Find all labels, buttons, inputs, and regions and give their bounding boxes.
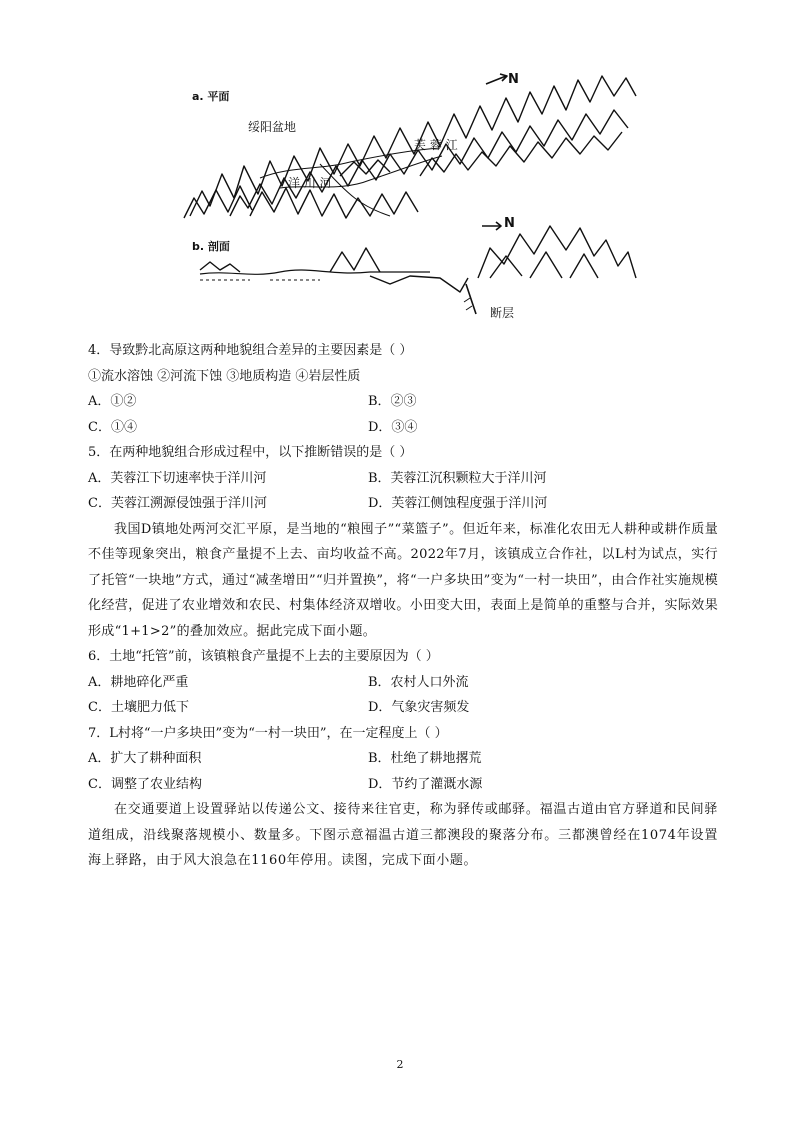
q5-options-row2 — [88, 491, 718, 517]
q6-stem: 6．土地“托管”前，该镇粮食产量提不上去的主要原因为（ ） — [88, 649, 439, 664]
passage-d-town: 我国D镇地处两河交汇平原，是当地的“粮囤子”“菜篮子”。但近年来，标准化农田无人耕种或耕作质量不佳等现象突出，粮食产量提不上去、亩均收益不高。2022年7月，该镇成立合作社，以L村为试点，实行了托管“一块地”方式，通过“减垄增田”“归并置换”，将“一户多块田”变为“一村一块田”，由合作社实施规模化经营，促进了农业增效和农民、村集体经济双增收。小田变大田，表面上是简单的重整与合并，实际效果形成“1+1>2”的叠加效应。据此完成下面小题。 — [88, 521, 718, 639]
q5-option-c: C．芙蓉江溯源侵蚀强于洋川河 — [88, 496, 267, 511]
q5-stem: 5．在两种地貌组合形成过程中，以下推断错误的是（ ） — [88, 445, 413, 460]
q4-option-d: D．③④ — [368, 419, 418, 435]
q7-option-d: D．节约了灌溉水源 — [368, 776, 483, 792]
page-number: 2 — [396, 1058, 404, 1071]
q4-options-row1 — [88, 389, 718, 415]
q5-option-b: B．芙蓉江沉积颗粒大于洋川河 — [368, 470, 547, 486]
q7-option-c: C．调整了农业结构 — [88, 776, 202, 792]
q4-option-c: C．①④ — [88, 419, 137, 435]
q7-options-row1 — [88, 746, 718, 772]
q6-option-d: D．气象灾害频发 — [368, 700, 470, 715]
q6-option-b: B．农村人口外流 — [368, 674, 469, 690]
q6-option-a: A．耕地碎化严重 — [88, 674, 189, 690]
q7-option-a: A．扩大了耕种面积 — [88, 751, 202, 766]
q4-option-b: B．②③ — [368, 394, 417, 409]
passage-post-road: 在交通要道上设置驿站以传递公文、接待来往官吏，称为驿传或邮驿。福温古道由官方驿道和民间驿道组成，沿线聚落规模小、数量多。下图示意福温古道三都澳段的聚落分布。三都澳曾经在1074年设置海上驿路，由于风大浪急在1160年停用。读图，完成下面小题。 — [88, 802, 718, 868]
q7-options-row2 — [88, 772, 718, 798]
north-arrow-label: N — [508, 72, 519, 87]
q6-option-c: C．土壤肥力低下 — [88, 700, 189, 715]
q5-option-d: D．芙蓉江侧蚀程度强于洋川河 — [368, 496, 548, 511]
q5-option-a: A．芙蓉江下切速率快于洋川河 — [88, 470, 267, 486]
q6-options-row1 — [88, 670, 718, 696]
profile-label: b. 剖面 — [192, 240, 230, 253]
fault-label: 断层 — [490, 306, 515, 320]
landform-figure — [170, 66, 640, 326]
plan-label: a. 平面 — [192, 90, 230, 103]
q4-items: ①流水溶蚀 ②河流下蚀 ③地质构造 ④岩层性质 — [88, 368, 361, 384]
q5-options-row1 — [88, 466, 718, 492]
q4-option-a: A．①② — [88, 394, 137, 409]
north-arrow-profile-label: N — [504, 216, 515, 231]
furong-river-label: 芙 蓉 江 — [414, 138, 458, 152]
q7-stem: 7．L村将“一户多块田”变为“一村一块田”，在一定程度上（ ） — [88, 725, 448, 741]
q4-stem: 4．导致黔北高原这两种地貌组合差异的主要因素是（ ） — [88, 343, 413, 358]
basin-label: 绥阳盆地 — [248, 120, 297, 134]
q7-option-b: B．杜绝了耕地撂荒 — [368, 751, 482, 766]
q6-options-row2 — [88, 695, 718, 721]
yangchuan-river-label: 洋 川 河 — [288, 176, 332, 190]
landform-sketch — [170, 66, 640, 326]
questions-body — [88, 338, 718, 874]
q4-options-row2 — [88, 415, 718, 441]
